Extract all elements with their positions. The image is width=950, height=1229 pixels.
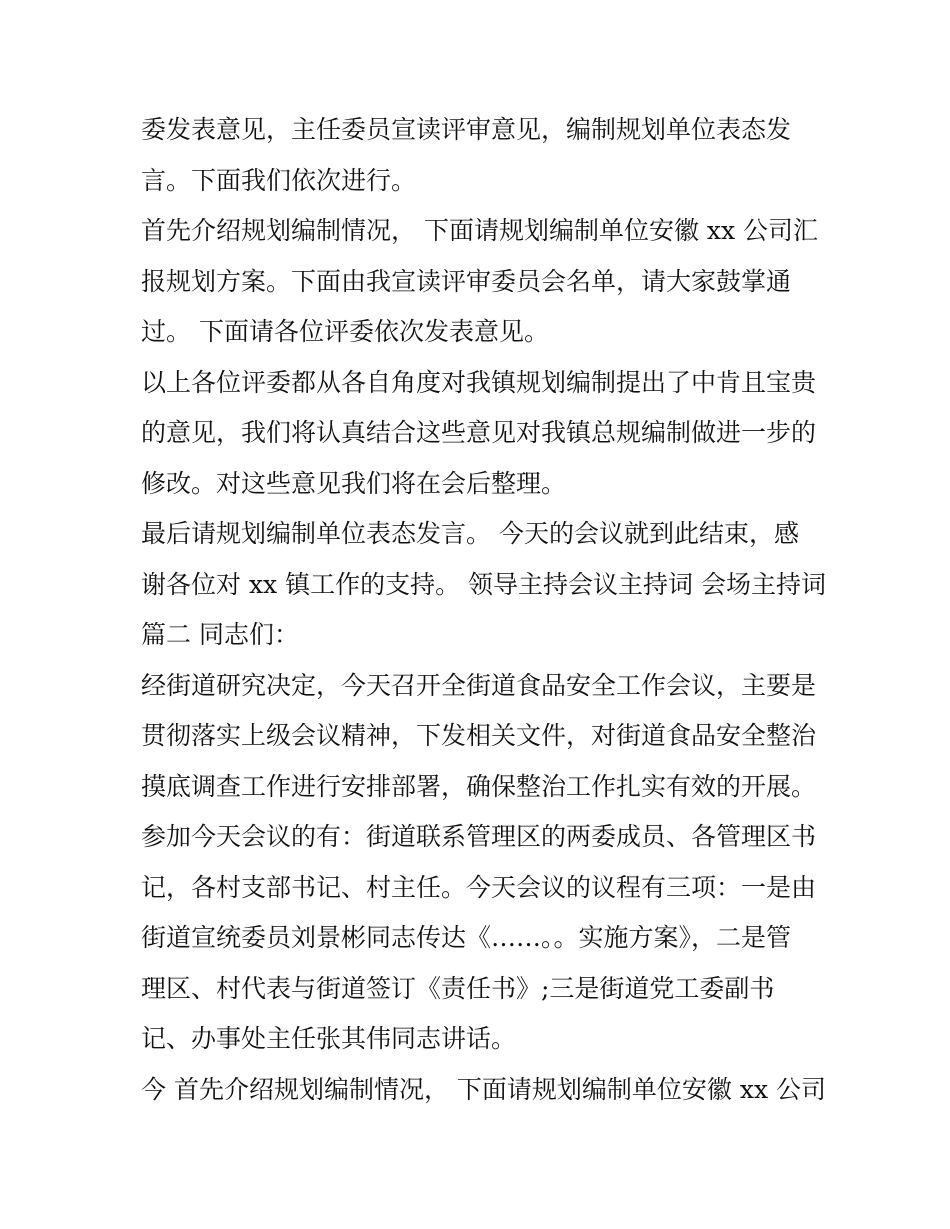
text-line: 经街道研究决定，今天召开全街道食品安全工作会议，主要是 (141, 671, 817, 700)
text-line: 记，各村支部书记、村主任。今天会议的议程有三项：一是由 (141, 873, 817, 902)
text-line: 过。 下面请各位评委依次发表意见。 (141, 317, 549, 346)
text-line: 言。下面我们依次进行。 (141, 166, 417, 195)
text-line: 谢各位对 xx 镇工作的支持。 领导主持会议主持词 会场主持词 (141, 570, 826, 599)
text-line: 修改。对这些意见我们将在会后整理。 (141, 469, 567, 498)
text-line: 委发表意见，主任委员宣读评审意见，编制规划单位表态发 (141, 115, 792, 144)
text-line: 今 首先介绍规划编制情况， 下面请规划编制单位安徽 xx 公司 (141, 1075, 826, 1104)
text-line: 篇二 同志们： (141, 620, 299, 649)
text-line: 街道宣统委员刘景彬同志传达《……。。实施方案》，二是管 (141, 923, 792, 952)
text-line: 首先介绍规划编制情况， 下面请规划编制单位安徽 xx 公司汇 (141, 216, 819, 245)
text-line: 参加今天会议的有：街道联系管理区的两委成员、各管理区书 (141, 822, 817, 851)
text-line: 贯彻落实上级会议精神，下发相关文件，对街道食品安全整治 (141, 721, 817, 750)
text-line: 报规划方案。下面由我宣读评审委员会名单，请大家鼓掌通 (141, 267, 792, 296)
text-line: 摸底调查工作进行安排部署，确保整治工作扎实有效的开展。 (141, 772, 817, 801)
text-line: 记、办事处主任张其伟同志讲话。 (141, 1024, 517, 1053)
text-line: 以上各位评委都从各自角度对我镇规划编制提出了中肯且宝贵 (141, 368, 817, 397)
text-line: 的意见，我们将认真结合这些意见对我镇总规编制做进一步的 (141, 418, 817, 447)
text-line: 最后请规划编制单位表态发言。 今天的会议就到此结束，感 (141, 519, 799, 548)
text-line: 理区、村代表与街道签订《责任书》;三是街道党工委副书 (141, 974, 775, 1003)
